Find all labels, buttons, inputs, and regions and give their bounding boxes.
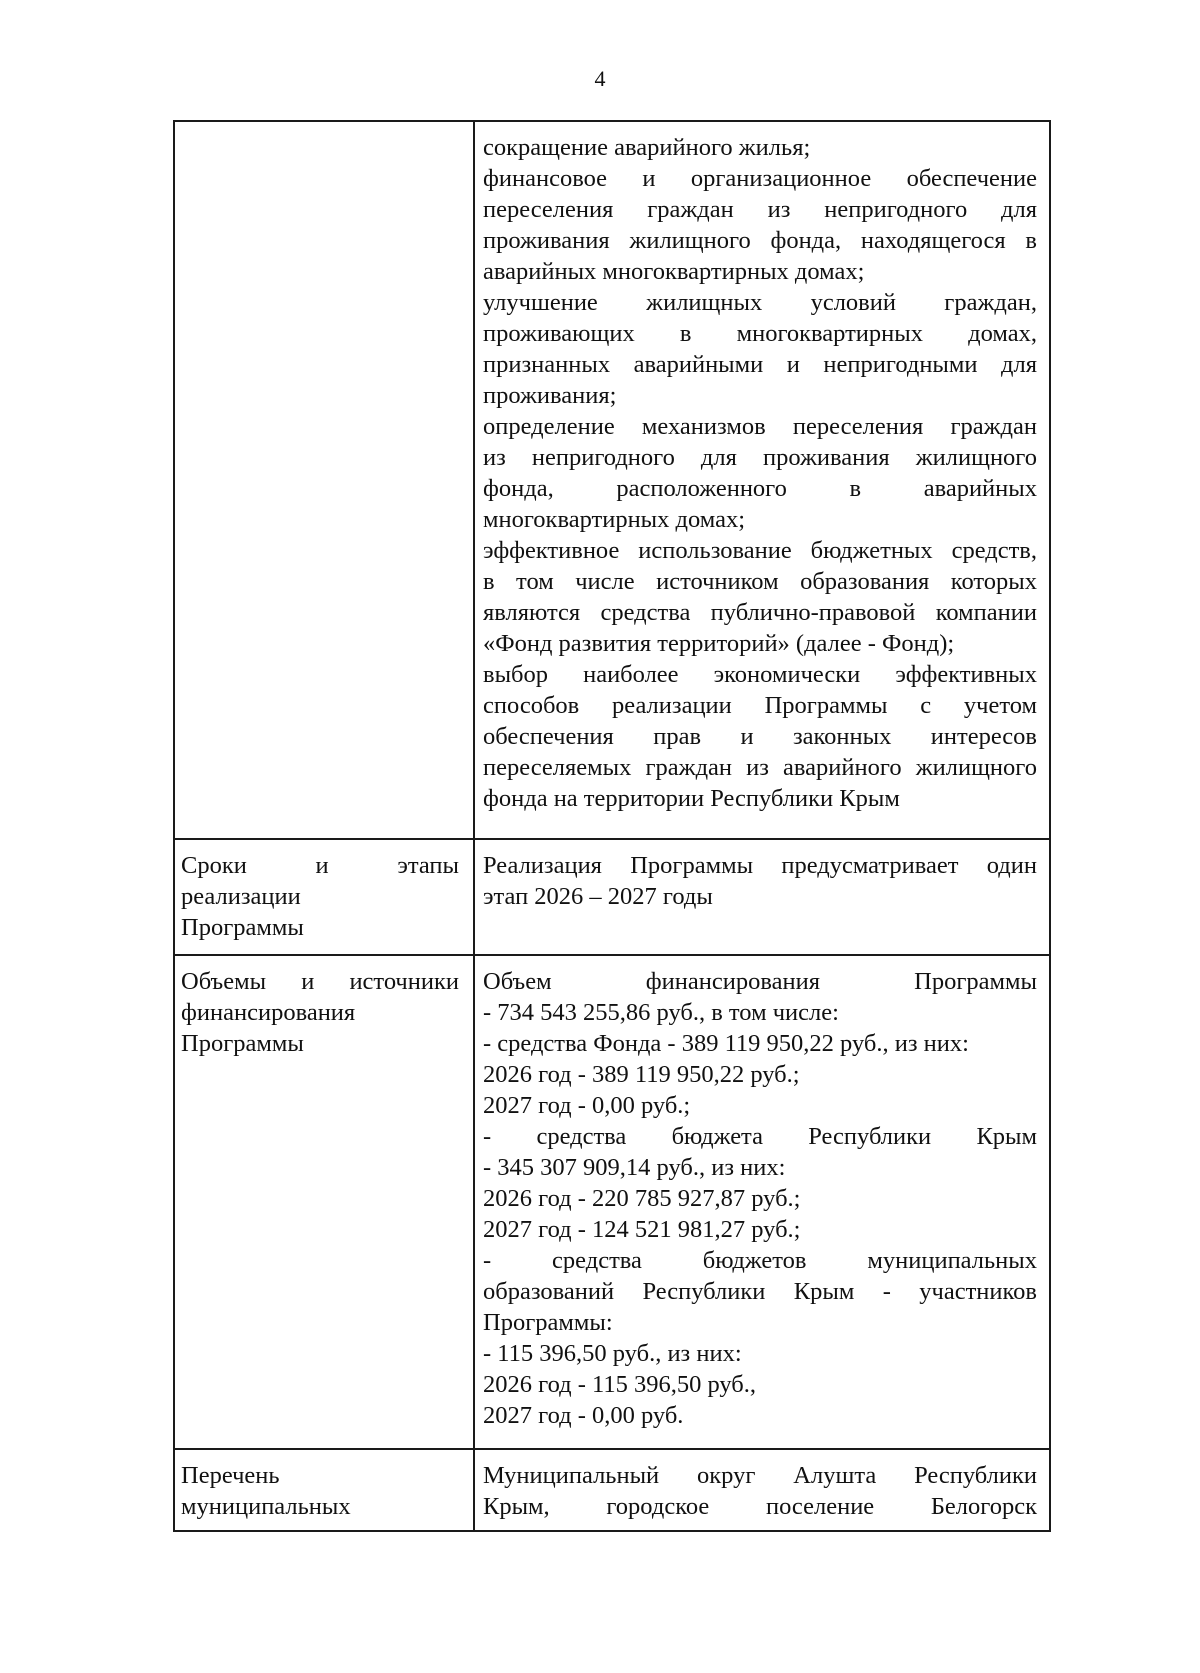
page-number: 4: [594, 66, 606, 91]
text-line: «Фонд развития территорий» (далее - Фонд);: [483, 630, 955, 657]
row-content-cell: [474, 839, 1050, 955]
text-line: являются средства публично-правовой компании: [483, 599, 1037, 626]
text-line: Крым, городское поселение Белогорск: [483, 1493, 1037, 1520]
text-line: 2027 год - 0,00 руб.;: [483, 1092, 691, 1119]
text-line: проживающих в многоквартирных домах,: [483, 320, 1037, 347]
text-line: - средства бюджетов муниципальных: [483, 1247, 1037, 1274]
text-line: реализации: [181, 883, 301, 910]
text-line: фонда на территории Республики Крым: [483, 785, 900, 812]
text-line: признанных аварийными и непригодными для: [483, 351, 1037, 378]
text-line: 2026 год - 220 785 927,87 руб.;: [483, 1185, 801, 1212]
text-line: финансовое и организационное обеспечение: [483, 165, 1037, 192]
text-line: Программы: [181, 914, 304, 941]
text-line: - 345 307 909,14 руб., из них:: [483, 1154, 786, 1181]
text-line: в том числе источником образования которых: [483, 568, 1037, 595]
text-line: Перечень: [181, 1462, 280, 1489]
table-row-financing: [174, 955, 1050, 1449]
text-line: способов реализации Программы с учетом: [483, 692, 1037, 719]
text-line: проживания;: [483, 382, 617, 409]
text-line: - средства Фонда - 389 119 950,22 руб., из них:: [483, 1030, 969, 1057]
text-line: переселения граждан из непригодного для: [483, 196, 1037, 223]
text-line: Программы:: [483, 1309, 613, 1336]
text-line: проживания жилищного фонда, находящегося в: [483, 227, 1037, 254]
row-content-cell: [474, 955, 1050, 1449]
text-line: 2027 год - 124 521 981,27 руб.;: [483, 1216, 801, 1243]
text-line: 2026 год - 389 119 950,22 руб.;: [483, 1061, 800, 1088]
table-row-goals: [174, 121, 1050, 839]
text-line: финансирования: [181, 999, 356, 1026]
table-row-terms: [174, 839, 1050, 955]
text-line: сокращение аварийного жилья;: [483, 134, 811, 161]
row-label-cell: [174, 1449, 474, 1531]
text-line: аварийных многоквартирных домах;: [483, 258, 865, 285]
row-label-cell: [174, 121, 474, 839]
row-label-cell: [174, 955, 474, 1449]
row-content-cell: [474, 121, 1050, 839]
text-line: Муниципальный округ Алушта Республики: [483, 1462, 1037, 1489]
text-line: из непригодного для проживания жилищного: [483, 444, 1037, 471]
text-line: - 115 396,50 руб., из них:: [483, 1340, 742, 1367]
text-line: - 734 543 255,86 руб., в том числе:: [483, 999, 839, 1026]
text-line: - средства бюджета Республики Крым: [483, 1123, 1037, 1150]
text-line: выбор наиболее экономически эффективных: [483, 661, 1037, 688]
table-row-municipalities: [174, 1449, 1050, 1531]
text-line: Объем финансирования Программы: [483, 968, 1037, 995]
text-line: многоквартирных домах;: [483, 506, 746, 533]
text-line: Программы: [181, 1030, 304, 1057]
text-line: 2027 год - 0,00 руб.: [483, 1402, 684, 1429]
text-line: Реализация Программы предусматривает один: [483, 852, 1037, 879]
row-content-cell: [474, 1449, 1050, 1531]
text-line: улучшение жилищных условий граждан,: [483, 289, 1037, 316]
text-line: этап 2026 – 2027 годы: [483, 883, 713, 910]
text-line: образований Республики Крым - участников: [483, 1278, 1037, 1305]
text-line: эффективное использование бюджетных средств,: [483, 537, 1037, 564]
text-line: Сроки и этапы: [181, 852, 459, 879]
text-line: муниципальных: [181, 1493, 351, 1520]
text-line: переселяемых граждан из аварийного жилищного: [483, 754, 1037, 781]
text-line: фонда, расположенного в аварийных: [483, 475, 1037, 502]
text-line: определение механизмов переселения граждан: [483, 413, 1037, 440]
text-line: обеспечения прав и законных интересов: [483, 723, 1037, 750]
row-label-cell: [174, 839, 474, 955]
text-line: Объемы и источники: [181, 968, 459, 995]
text-line: 2026 год - 115 396,50 руб.,: [483, 1371, 757, 1398]
program-passport-table: [173, 120, 1051, 1532]
